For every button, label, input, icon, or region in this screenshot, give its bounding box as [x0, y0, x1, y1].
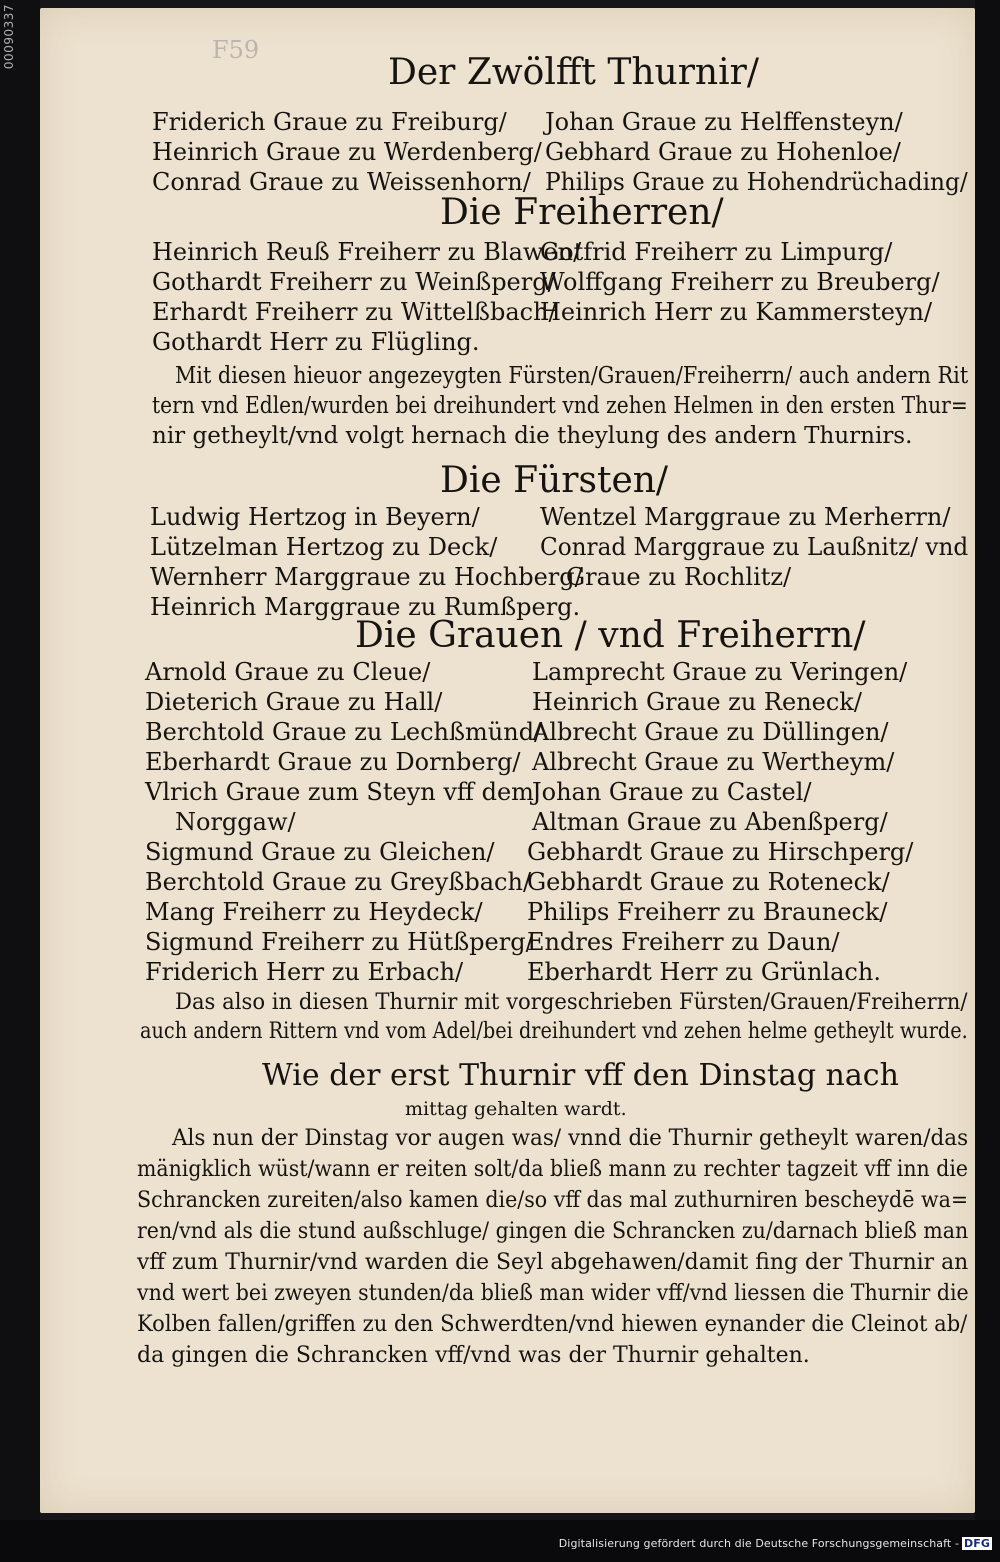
name-left: Friderich Herr zu Erbach/ [145, 958, 464, 986]
name-left: Heinrich Marggraue zu Rumßperg. [150, 593, 581, 621]
name-left: Vlrich Graue zum Steyn vff dem [145, 778, 534, 806]
paragraph-line: mänigklich wüst/wann er reiten solt/da bließ mann zu rechter tagzeit vff inn die [137, 1157, 968, 1182]
name-left: Arnold Graue zu Cleue/ [145, 658, 431, 686]
name-left: Ludwig Hertzog in Beyern/ [150, 503, 480, 531]
paragraph-line: nir getheylt/vnd volgt hernach die theylung des andern Thurnirs. [152, 423, 913, 449]
name-right: Gebhardt Graue zu Roteneck/ [527, 868, 890, 896]
name-right: Johan Graue zu Helffensteyn/ [545, 108, 903, 136]
name-right: Philips Graue zu Hohendrüchading/ [545, 168, 968, 196]
name-right: Eberhardt Herr zu Grünlach. [527, 958, 881, 986]
name-left: Gothardt Freiherr zu Weinßperg/ [152, 268, 556, 296]
name-right: Gebhardt Graue zu Hirschperg/ [527, 838, 914, 866]
funding-notice [559, 1537, 992, 1550]
fuersten-heading: Die Fürsten/ [440, 460, 669, 501]
footer-bar [0, 1520, 1000, 1562]
section-heading: Wie der erst Thurnir vff den Dinstag nach [262, 1058, 899, 1093]
paragraph-line: da gingen die Schrancken vff/vnd was der Thurnir gehalten. [137, 1343, 810, 1368]
name-left: Sigmund Graue zu Gleichen/ [145, 838, 495, 866]
name-right: Philips Freiherr zu Brauneck/ [527, 898, 888, 926]
name-left: Wernherr Marggraue zu Hochberg/ [150, 563, 583, 591]
name-right: Graue zu Rochlitz/ [566, 563, 792, 591]
page-number-ghost: F59 [212, 36, 260, 64]
paragraph-line: Das also in diesen Thurnir mit vorgeschrieben Fürsten/Grauen/Freiherrn/ [175, 990, 968, 1015]
name-left: Lützelman Hertzog zu Deck/ [150, 533, 498, 561]
paragraph-line: auch andern Rittern vnd vom Adel/bei dreihundert vnd zehen helme getheylt wurde. [140, 1019, 968, 1044]
name-left: Friderich Graue zu Freiburg/ [152, 108, 507, 136]
grauen-heading: Die Grauen / vnd Freiherrn/ [355, 615, 866, 656]
name-right: Altman Graue zu Abenßperg/ [532, 808, 888, 836]
scan-right-margin [975, 0, 1000, 1520]
name-left: Conrad Graue zu Weissenhorn/ [152, 168, 531, 196]
name-right: Heinrich Graue zu Reneck/ [532, 688, 862, 716]
name-left: Heinrich Reuß Freiherr zu Blawen/ [152, 238, 582, 266]
paragraph-line: ren/vnd als die stund außschluge/ gingen die Schrancken zu/darnach bließ man [137, 1219, 969, 1244]
paragraph-line: Als nun der Dinstag vor augen was/ vnnd die Thurnir getheylt waren/das [172, 1126, 969, 1151]
name-right: Gebhard Graue zu Hohenloe/ [545, 138, 901, 166]
name-left: Gothardt Herr zu Flügling. [152, 328, 480, 356]
name-left: Erhardt Freiherr zu Wittelßbach/ [152, 298, 557, 326]
name-left: Eberhardt Graue zu Dornberg/ [145, 748, 521, 776]
scan-id-code: 00090337 [2, 4, 16, 70]
name-left: Norggaw/ [175, 808, 296, 836]
paragraph-line: Mit diesen hieuor angezeygten Fürsten/Grauen/Freiherrn/ auch andern Rit [175, 363, 969, 389]
paragraph-line: tern vnd Edlen/wurden bei dreihundert vnd zehen Helmen in den ersten Thur= [152, 393, 968, 419]
name-right: Albrecht Graue zu Düllingen/ [532, 718, 889, 746]
dfg-logo: DFG [964, 1537, 990, 1550]
name-left: Berchtold Graue zu Greyßbach/ [145, 868, 532, 896]
paragraph-line: vnd wert bei zweyen stunden/da bließ man wider vff/vnd liessen die Thurnir die [137, 1281, 969, 1306]
name-right: Gotfrid Freiherr zu Limpurg/ [540, 238, 893, 266]
name-right: Wentzel Marggraue zu Merherrn/ [540, 503, 951, 531]
name-left: Dieterich Graue zu Hall/ [145, 688, 443, 716]
freiherren-heading: Die Freiherren/ [440, 192, 724, 233]
funding-text: Digitalisierung gefördert durch die Deutsche Forschungsgemeinschaft - [558, 1537, 960, 1550]
scan-left-margin [0, 0, 40, 1562]
paragraph-line: Schrancken zureiten/also kamen die/so vff das mal zuthurniren bescheydē wa= [137, 1188, 969, 1213]
name-right: Lamprecht Graue zu Veringen/ [532, 658, 908, 686]
name-left: Sigmund Freiherr zu Hütßperg/ [145, 928, 534, 956]
name-right: Wolffgang Freiherr zu Breuberg/ [540, 268, 940, 296]
name-left: Berchtold Graue zu Lechßmünd/ [145, 718, 543, 746]
paragraph-line: Kolben fallen/griffen zu den Schwerdten/vnd hiewen eynander die Cleinot ab/ [137, 1312, 968, 1337]
name-right: Heinrich Herr zu Kammersteyn/ [540, 298, 933, 326]
name-left: Heinrich Graue zu Werdenberg/ [152, 138, 542, 166]
name-right: Albrecht Graue zu Wertheym/ [532, 748, 895, 776]
paragraph-line: vff zum Thurnir/vnd warden die Seyl abgehawen/damit fing der Thurnir an [137, 1250, 969, 1275]
name-right: Johan Graue zu Castel/ [532, 778, 812, 806]
tournament-title: Der Zwölfft Thurnir/ [388, 52, 759, 93]
name-right: Conrad Marggraue zu Laußnitz/ vnd [540, 533, 969, 561]
name-right: Endres Freiherr zu Daun/ [527, 928, 840, 956]
section-subheading: mittag gehalten wardt. [405, 1098, 627, 1120]
name-left: Mang Freiherr zu Heydeck/ [145, 898, 483, 926]
